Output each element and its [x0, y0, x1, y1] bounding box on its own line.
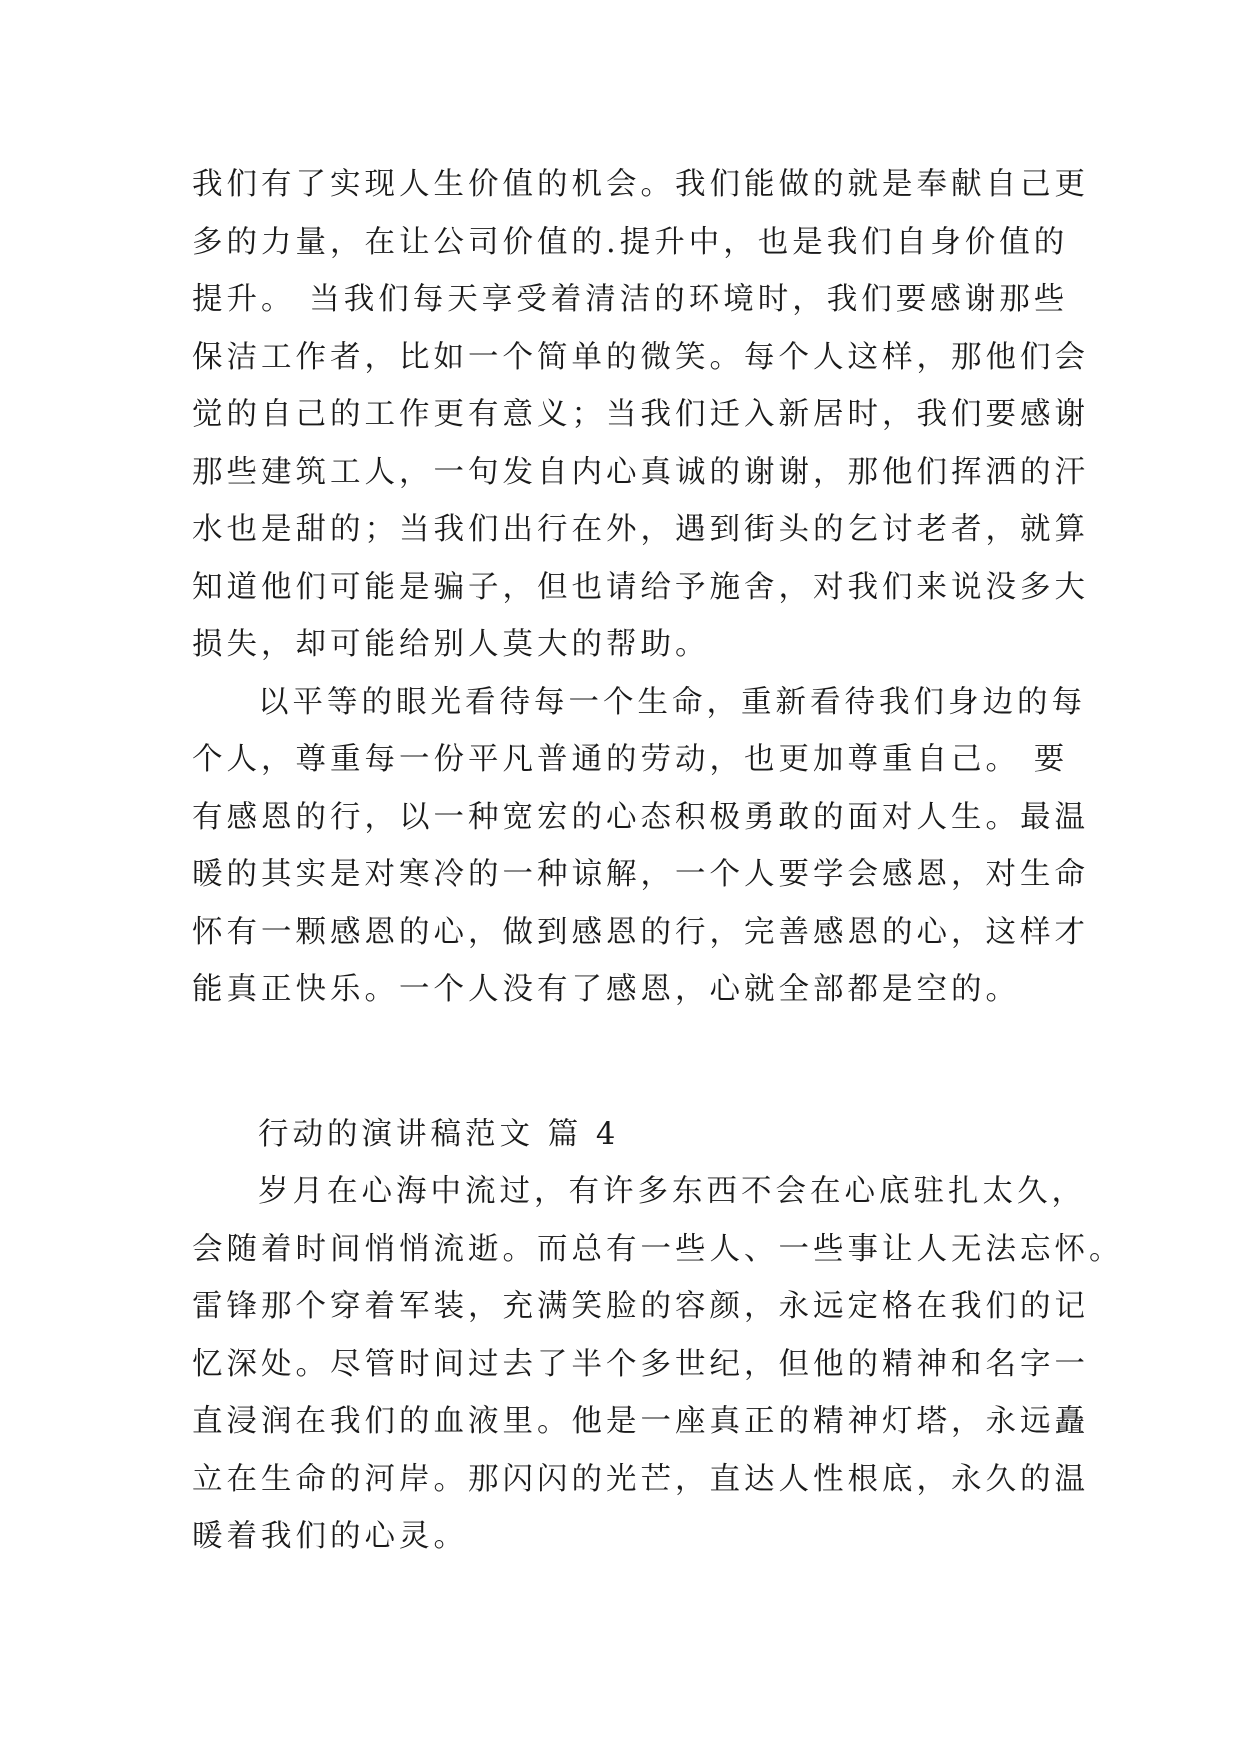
section-gap — [192, 1019, 1072, 1106]
text-line: 怀有一颗感恩的心，做到感恩的行，完善感恩的心，这样才 — [192, 914, 1089, 950]
text-line: 保洁工作者，比如一个简单的微笑。每个人这样，那他们会 — [192, 339, 1089, 375]
text-line: 能真正快乐。一个人没有了感恩，心就全部都是空的。 — [192, 972, 1020, 1007]
text-line: 损失，却可能给别人莫大的帮助。 — [192, 627, 710, 662]
text-line: 雷锋那个穿着军装，充满笑脸的容颜，永远定格在我们的记 — [192, 1289, 1089, 1324]
text-line: 有感恩的行，以一种宽宏的心态积极勇敢的面对人生。最温 — [192, 799, 1089, 835]
text-line: 直浸润在我们的血液里。他是一座真正的精神灯塔，永远矗 — [192, 1404, 1089, 1439]
text-line: 会随着时间悄悄流逝。而总有一些人、一些事让人无法忘怀。 — [192, 1231, 1124, 1267]
text-line: 水也是甜的；当我们出行在外，遇到街头的乞讨老者，就算 — [192, 512, 1089, 547]
text-line: 以平等的眼光看待每一个生命，重新看待我们身边的每 — [258, 684, 1086, 720]
text-line: 个人，尊重每一份平凡普通的劳动，也更加尊重自己。 要 — [192, 742, 1069, 777]
text-line: 我们有了实现人生价值的机会。我们能做的就是奉献自己更 — [192, 167, 1089, 202]
section-heading: 行动的演讲稿范文 篇 4 — [258, 1116, 620, 1152]
text-line: 立在生命的河岸。那闪闪的光芒，直达人性根底，永久的温 — [192, 1461, 1089, 1497]
paragraph-continued — [192, 156, 1089, 674]
text-line: 暖着我们的心灵。 — [192, 1519, 468, 1554]
paragraph — [192, 674, 1089, 1019]
text-line: 忆深处。尽管时间过去了半个多世纪，但他的精神和名字一 — [192, 1346, 1089, 1382]
document-body — [192, 156, 1124, 1566]
text-line: 那些建筑工人，一句发自内心真诚的谢谢，那他们挥洒的汗 — [192, 454, 1089, 490]
paragraph — [192, 1163, 1124, 1566]
text-line: 多的力量，在让公司价值的.提升中，也是我们自身价值的 — [192, 224, 1069, 260]
text-line: 岁月在心海中流过，有许多东西不会在心底驻扎太久， — [258, 1174, 1086, 1209]
text-line: 知道他们可能是骗子，但也请给予施舍，对我们来说没多大 — [192, 569, 1089, 605]
text-line: 暖的其实是对寒冷的一种谅解，一个人要学会感恩，对生命 — [192, 857, 1089, 892]
text-line: 觉的自己的工作更有意义；当我们迁入新居时，我们要感谢 — [192, 397, 1089, 432]
text-line: 提升。 当我们每天享受着清洁的环境时，我们要感谢那些 — [192, 282, 1069, 317]
